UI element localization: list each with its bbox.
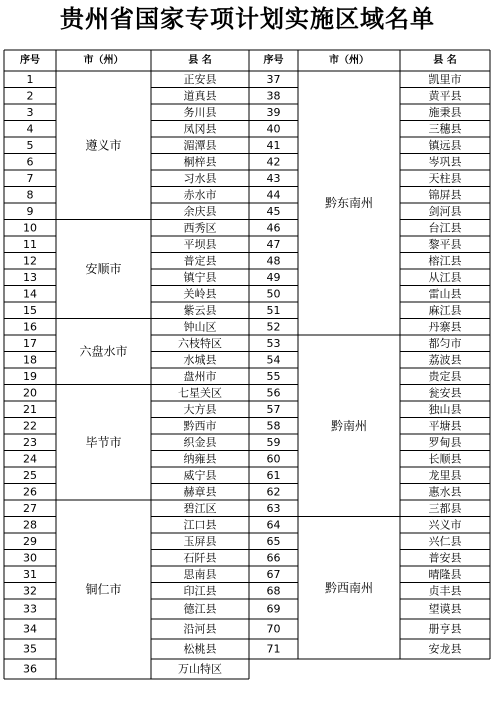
header-seq: 序号 <box>20 55 40 66</box>
county-name: 罗甸县 <box>428 435 462 449</box>
row-number: 39 <box>266 105 281 119</box>
county-name: 江口县 <box>183 518 217 532</box>
county-name: 三穗县 <box>428 122 462 136</box>
county-name: 施秉县 <box>428 105 462 119</box>
row-number: 57 <box>266 402 281 416</box>
row-number: 68 <box>266 584 281 598</box>
row-number: 71 <box>266 642 281 656</box>
row-number: 51 <box>266 303 281 317</box>
county-name: 镇远县 <box>428 138 462 152</box>
row-number: 70 <box>266 622 281 636</box>
county-name: 赫章县 <box>183 485 217 499</box>
row-number: 45 <box>266 204 281 218</box>
row-number: 52 <box>266 320 281 334</box>
county-name: 天柱县 <box>428 171 462 185</box>
county-name: 镇宁县 <box>183 270 217 284</box>
county-name: 水城县 <box>183 353 217 367</box>
row-number: 8 <box>26 188 34 202</box>
row-number: 37 <box>266 72 281 86</box>
county-name: 雷山县 <box>428 287 462 301</box>
header-city: 市（州） <box>83 55 124 66</box>
row-number: 29 <box>23 534 37 548</box>
row-number: 56 <box>266 386 281 400</box>
county-name: 黄平县 <box>428 89 462 103</box>
city-group-name: 毕节市 <box>85 435 122 450</box>
row-number: 10 <box>23 221 37 235</box>
row-number: 65 <box>266 534 281 548</box>
county-name: 普定县 <box>183 254 217 268</box>
row-number: 48 <box>266 254 281 268</box>
city-group-name: 六盘水市 <box>79 344 128 359</box>
city-group-name: 黔西南州 <box>324 580 374 595</box>
county-name: 兴仁县 <box>428 534 462 548</box>
county-name: 六枝特区 <box>178 336 222 350</box>
row-number: 26 <box>23 485 37 499</box>
county-name: 剑河县 <box>428 204 462 218</box>
county-name: 石阡县 <box>183 551 217 565</box>
row-number: 46 <box>266 221 281 235</box>
row-number: 59 <box>266 435 281 449</box>
county-name: 普安县 <box>428 551 462 565</box>
county-name: 纳雍县 <box>183 452 217 466</box>
header-city: 市（州） <box>329 55 369 66</box>
row-number: 9 <box>26 204 34 218</box>
county-name: 惠水县 <box>428 485 462 499</box>
county-name: 从江县 <box>428 270 462 284</box>
row-number: 69 <box>266 602 281 616</box>
city-group-name: 黔南州 <box>330 418 368 433</box>
county-name: 长顺县 <box>428 452 462 466</box>
row-number: 43 <box>266 171 281 185</box>
county-name: 望谟县 <box>428 602 462 616</box>
row-number: 15 <box>23 303 37 317</box>
county-name: 松桃县 <box>183 642 217 656</box>
county-name: 桐梓县 <box>183 155 217 169</box>
row-number: 24 <box>23 452 37 466</box>
county-name: 独山县 <box>428 402 462 416</box>
row-number: 55 <box>266 369 281 383</box>
row-number: 34 <box>23 622 37 636</box>
county-name: 关岭县 <box>183 287 217 301</box>
row-number: 17 <box>23 336 37 350</box>
county-name: 册亨县 <box>428 622 462 636</box>
county-name: 晴隆县 <box>428 567 462 581</box>
row-number: 30 <box>23 551 37 565</box>
county-name: 兴义市 <box>428 518 462 532</box>
row-number: 2 <box>26 89 34 103</box>
row-number: 42 <box>266 155 281 169</box>
county-name: 凯里市 <box>428 72 462 86</box>
city-group-name: 遵义市 <box>85 138 122 153</box>
county-name: 湄潭县 <box>183 138 217 152</box>
county-name: 威宁县 <box>183 468 217 482</box>
row-number: 4 <box>26 122 34 136</box>
county-name: 玉屏县 <box>183 534 217 548</box>
county-name: 平坝县 <box>183 237 217 251</box>
county-name: 平塘县 <box>428 419 462 433</box>
row-number: 32 <box>23 584 37 598</box>
row-number: 27 <box>23 501 37 515</box>
row-number: 11 <box>23 237 37 251</box>
county-name: 盘州市 <box>183 369 217 383</box>
county-name: 七星关区 <box>178 386 222 400</box>
row-number: 3 <box>26 105 34 119</box>
row-number: 61 <box>266 468 281 482</box>
row-number: 53 <box>266 336 281 350</box>
county-name: 思南县 <box>183 567 217 581</box>
row-number: 25 <box>23 468 37 482</box>
header-county: 县 名 <box>433 55 457 66</box>
county-name: 织金县 <box>183 435 217 449</box>
row-number: 23 <box>23 435 37 449</box>
row-number: 33 <box>23 602 37 616</box>
county-name: 台江县 <box>428 221 462 235</box>
county-name: 印江县 <box>183 584 217 598</box>
row-number: 14 <box>23 287 37 301</box>
header-county: 县 名 <box>188 55 212 66</box>
header-seq: 序号 <box>263 55 284 66</box>
county-name: 钟山区 <box>183 320 217 334</box>
county-name: 麻江县 <box>428 303 462 317</box>
row-number: 41 <box>266 138 281 152</box>
county-name: 道真县 <box>183 89 217 103</box>
county-name: 龙里县 <box>428 468 462 482</box>
county-name: 赤水市 <box>183 188 217 202</box>
county-name: 黔西市 <box>183 419 217 433</box>
city-group-name: 铜仁市 <box>85 582 122 597</box>
row-number: 19 <box>23 369 37 383</box>
row-number: 54 <box>266 353 281 367</box>
city-group-name: 安顺市 <box>85 262 122 276</box>
row-number: 66 <box>266 551 281 565</box>
county-name: 都匀市 <box>428 336 462 350</box>
row-number: 58 <box>266 419 281 433</box>
county-name: 贞丰县 <box>428 584 462 598</box>
row-number: 40 <box>266 122 281 136</box>
row-number: 18 <box>23 353 37 367</box>
county-name: 正安县 <box>183 72 217 86</box>
city-group-name: 黔东南州 <box>324 196 374 210</box>
row-number: 62 <box>266 485 281 499</box>
row-number: 13 <box>23 270 37 284</box>
county-name: 紫云县 <box>183 303 217 317</box>
county-name: 德江县 <box>183 602 217 616</box>
row-number: 50 <box>266 287 281 301</box>
county-name: 习水县 <box>183 171 217 185</box>
row-number: 16 <box>23 320 37 334</box>
row-number: 44 <box>266 188 281 202</box>
row-number: 20 <box>23 386 37 400</box>
row-number: 49 <box>266 270 281 284</box>
county-name: 三都县 <box>428 501 462 515</box>
row-number: 38 <box>266 89 281 103</box>
county-name: 沿河县 <box>183 622 217 636</box>
row-number: 6 <box>26 155 34 169</box>
county-name: 荔波县 <box>428 353 462 367</box>
row-number: 36 <box>23 662 37 676</box>
county-name: 锦屏县 <box>428 188 462 202</box>
row-number: 47 <box>266 237 281 251</box>
row-number: 64 <box>266 518 281 532</box>
row-number: 63 <box>266 501 281 515</box>
county-name: 务川县 <box>183 105 217 119</box>
county-name: 丹寨县 <box>428 320 462 334</box>
row-number: 21 <box>23 402 37 416</box>
county-name: 榕江县 <box>428 254 462 268</box>
row-number: 22 <box>23 419 37 433</box>
row-number: 7 <box>26 171 34 185</box>
row-number: 60 <box>266 452 281 466</box>
county-name: 瓮安县 <box>428 386 462 400</box>
county-name: 万山特区 <box>178 662 222 676</box>
row-number: 35 <box>23 642 37 656</box>
row-number: 31 <box>23 567 37 581</box>
county-name: 安龙县 <box>428 642 462 656</box>
county-name: 碧江区 <box>183 501 217 515</box>
page-title: 贵州省国家专项计划实施区域名单 <box>60 4 435 33</box>
county-name: 大方县 <box>183 402 217 416</box>
county-name: 凤冈县 <box>183 122 217 136</box>
row-number: 67 <box>266 567 281 581</box>
row-number: 1 <box>26 72 34 86</box>
county-name: 西秀区 <box>183 221 217 235</box>
row-number: 28 <box>23 518 37 532</box>
county-name: 黎平县 <box>428 237 462 251</box>
county-name: 岑巩县 <box>428 155 462 169</box>
county-name: 余庆县 <box>183 204 217 218</box>
row-number: 12 <box>23 254 37 268</box>
county-name: 贵定县 <box>428 369 462 383</box>
row-number: 5 <box>26 138 34 152</box>
